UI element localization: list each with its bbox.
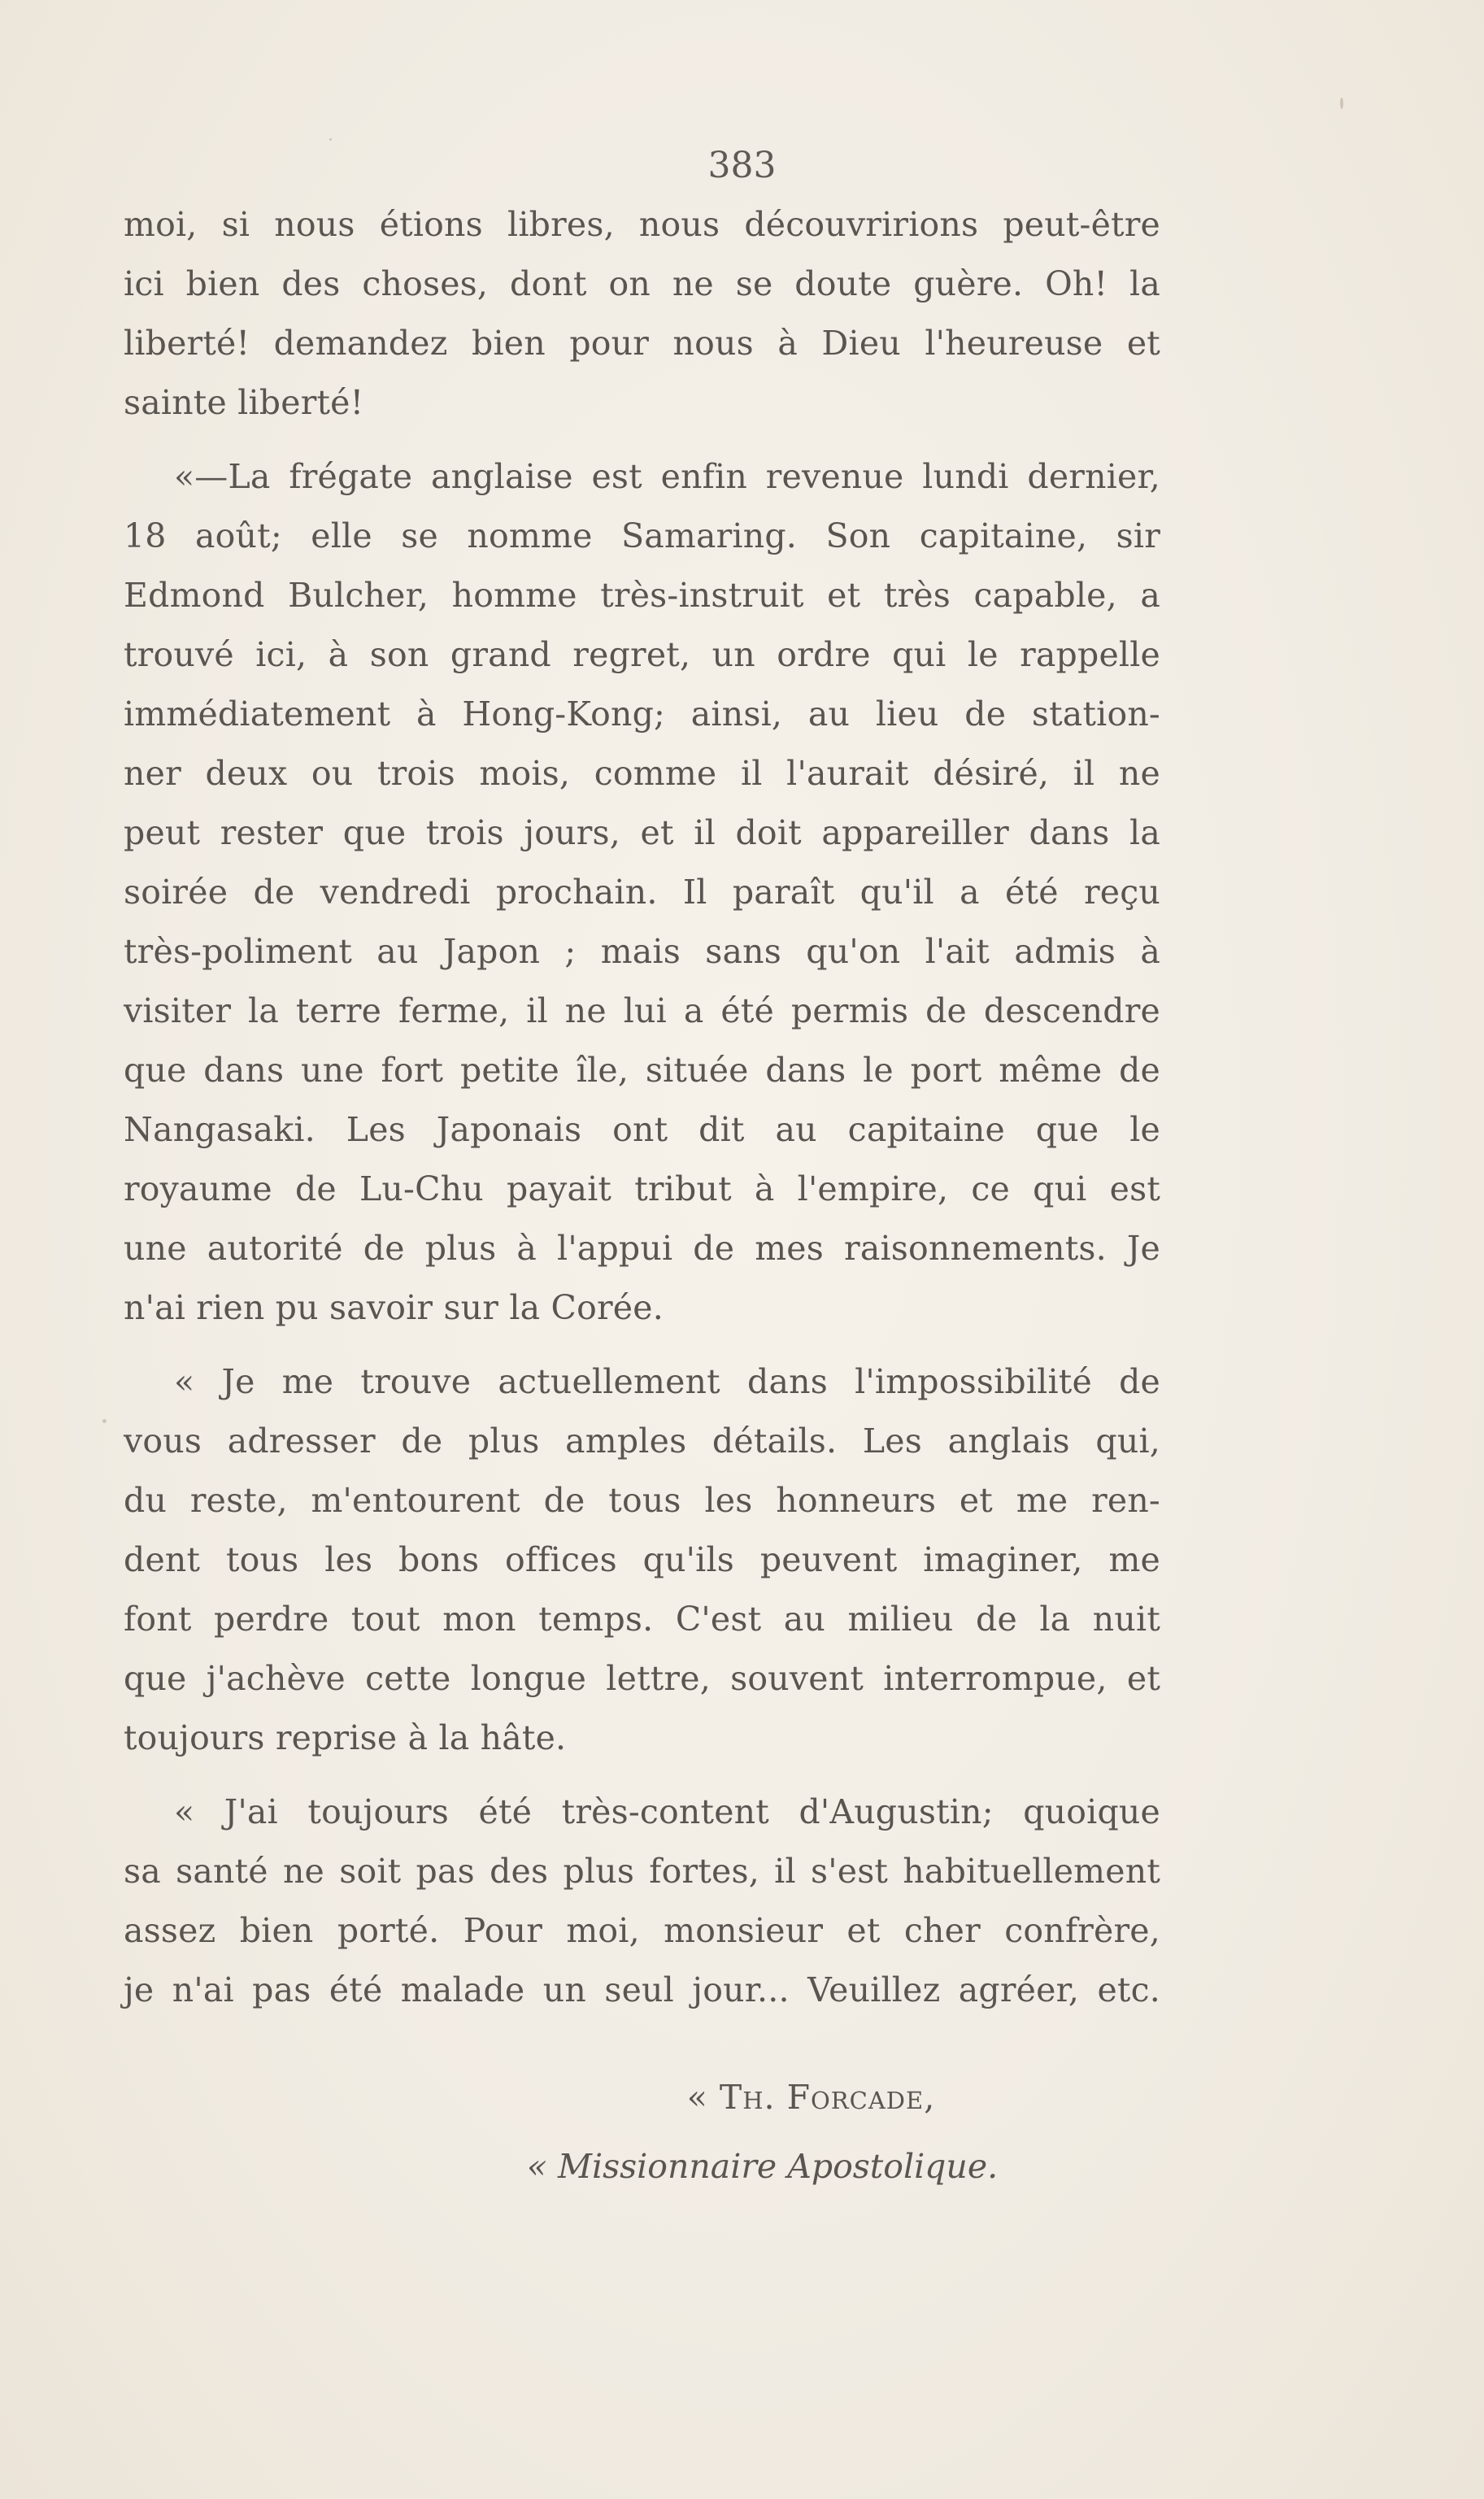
text-line: immédiatement à Hong-Kong; ainsi, au lieu de station- — [124, 694, 1160, 734]
text-line: soirée de vendredi prochain. Il paraît qu'il a été reçu — [124, 873, 1160, 912]
paper-speck — [329, 138, 332, 141]
page-number: 383 — [707, 145, 777, 186]
text-line: 18 août; elle se nomme Samaring. Son capitaine, sir — [124, 516, 1160, 555]
signature-title: « Missionnaire Apostolique. — [526, 2147, 999, 2186]
text-line: Nangasaki. Les Japonais ont dit au capitaine que le — [124, 1110, 1160, 1149]
paragraph — [124, 1783, 1160, 2020]
text-line: ner deux ou trois mois, comme il l'aurait désiré, il ne — [124, 754, 1160, 793]
text-line: du reste, m'entourent de tous les honneurs et me ren- — [124, 1481, 1160, 1520]
paper-speck — [1340, 98, 1343, 109]
text-line: « Je me trouve actuellement dans l'impossibilité de — [174, 1362, 1160, 1401]
text-line: «—La frégate anglaise est enfin revenue lundi dernier, — [174, 457, 1160, 496]
text-line: n'ai rien pu savoir sur la Corée. — [124, 1288, 664, 1327]
paragraph — [124, 195, 1160, 433]
text-line: très-poliment au Japon ; mais sans qu'on l'ait admis à — [124, 932, 1160, 971]
text-line: « J'ai toujours été très-content d'Augustin; quoique — [174, 1792, 1160, 1831]
signature-name-text: « Th. Forcade, — [686, 2078, 936, 2117]
body-text — [124, 195, 1160, 2020]
text-line: font perdre tout mon temps. C'est au milieu de la nuit — [124, 1600, 1160, 1639]
text-line: dent tous les bons offices qu'ils peuvent imaginer, me — [124, 1540, 1160, 1579]
signature-name — [0, 2078, 1484, 2117]
paragraph — [124, 1352, 1160, 1768]
paragraph — [124, 447, 1160, 1338]
text-line: ici bien des choses, dont on ne se doute guère. Oh! la — [124, 264, 1160, 303]
text-line: peut rester que trois jours, et il doit appareiller dans la — [124, 813, 1160, 852]
text-line: visiter la terre ferme, il ne lui a été permis de descendre — [124, 991, 1160, 1030]
text-line: assez bien porté. Pour moi, monsieur et cher confrère, — [124, 1911, 1160, 1950]
text-line: trouvé ici, à son grand regret, un ordre qui le rappelle — [124, 635, 1160, 674]
paper-speck — [102, 1419, 107, 1423]
text-line: royaume de Lu-Chu payait tribut à l'empire, ce qui est — [124, 1169, 1160, 1208]
text-line: moi, si nous étions libres, nous découvririons peut-être — [124, 205, 1160, 244]
text-line: Edmond Bulcher, homme très-instruit et très capable, a — [124, 576, 1160, 615]
text-line: sainte liberté! — [124, 383, 364, 422]
text-line: que dans une fort petite île, située dans le port même de — [124, 1051, 1160, 1090]
text-line: je n'ai pas été malade un seul jour... Veuillez agréer, etc. — [124, 1970, 1160, 2009]
text-line: liberté! demandez bien pour nous à Dieu l'heureuse et — [124, 324, 1160, 363]
text-line: sa santé ne soit pas des plus fortes, il s'est habituellement — [124, 1852, 1160, 1891]
text-line: une autorité de plus à l'appui de mes raisonnements. Je — [124, 1229, 1160, 1268]
text-line: que j'achève cette longue lettre, souvent interrompue, et — [124, 1659, 1160, 1698]
text-line: toujours reprise à la hâte. — [124, 1718, 567, 1757]
text-line: vous adresser de plus amples détails. Les anglais qui, — [124, 1421, 1160, 1461]
